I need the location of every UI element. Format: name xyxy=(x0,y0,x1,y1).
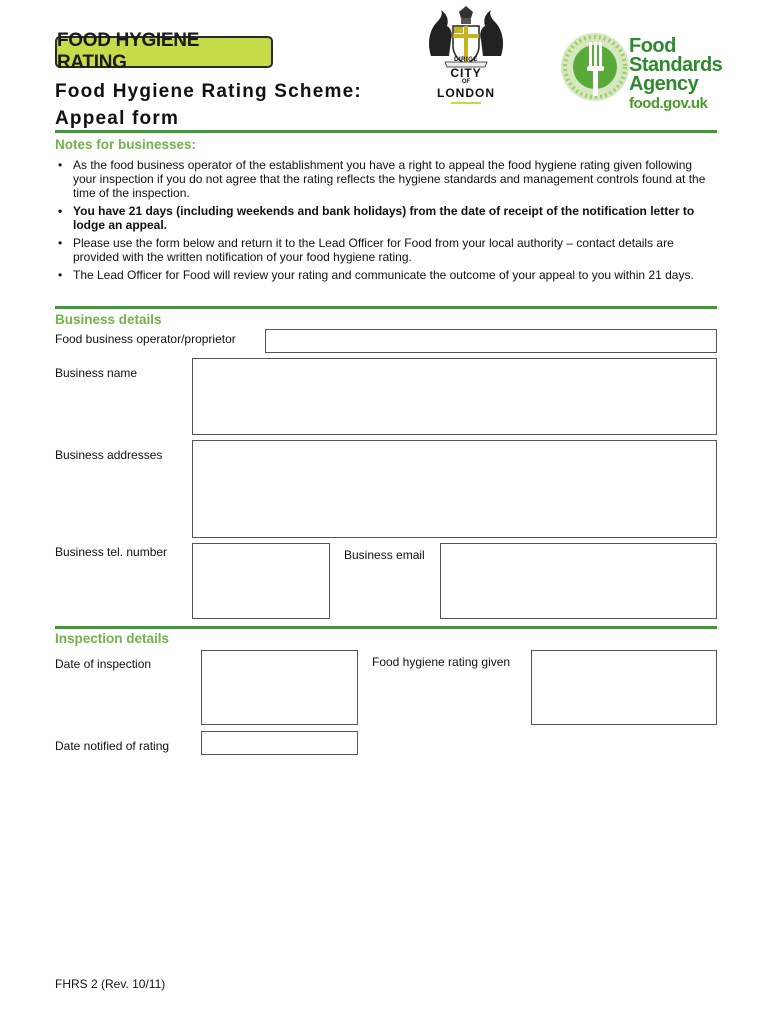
business-tel-label: Business tel. number xyxy=(55,545,168,559)
rating-given-field[interactable] xyxy=(531,650,717,725)
date-notified-label: Date notified of rating xyxy=(55,739,170,753)
rating-given-label: Food hygiene rating given xyxy=(372,655,511,669)
city-logo-line-3: LONDON xyxy=(437,86,495,100)
notes-list xyxy=(55,158,717,286)
food-hygiene-rating-logo xyxy=(55,30,273,73)
business-divider xyxy=(55,626,717,629)
bullet-icon: • xyxy=(58,236,63,250)
business-addresses-field[interactable] xyxy=(192,440,717,538)
notes-item xyxy=(55,204,717,232)
notes-item-text: As the food business operator of the establishment you have a right to appeal the food hygiene rating given following your inspection if you do not agree that the rating reflects the hygiene standards and management controls found at the time of the inspection. xyxy=(73,158,706,200)
inspection-date-label: Date of inspection xyxy=(55,657,152,671)
notes-divider xyxy=(55,306,717,309)
page-title xyxy=(55,78,362,132)
notes-item-text: Please use the form below and return it to the Lead Officer for Food from your local authority – contact details are provided with the written notification of your food hygiene rating. xyxy=(73,236,674,264)
rating-badge-text: FOOD HYGIENE RATING xyxy=(57,30,200,73)
notes-item-text: The Lead Officer for Food will review your rating and communicate the outcome of your appeal to you within 21 days. xyxy=(73,268,694,282)
fsa-logo-text xyxy=(629,37,722,113)
bullet-icon: • xyxy=(58,158,63,172)
business-email-label: Business email xyxy=(344,548,425,562)
form-reference: FHRS 2 (Rev. 10/11) xyxy=(55,977,166,991)
city-logo-line-1: CITY xyxy=(450,66,482,80)
notes-item-text: You have 21 days (including weekends and bank holidays) from the date of receipt of the notification letter to lodge an appeal. xyxy=(73,204,695,232)
bullet-icon: • xyxy=(58,204,63,218)
fsa-fork-circle-icon xyxy=(560,32,630,102)
inspection-details-heading: Inspection details xyxy=(55,631,170,646)
business-name-label: Business name xyxy=(55,366,138,380)
notes-heading: Notes for businesses: xyxy=(55,137,197,152)
business-tel-field[interactable] xyxy=(192,543,330,619)
bullet-icon: • xyxy=(58,268,63,282)
notes-item xyxy=(55,268,717,282)
notes-item xyxy=(55,236,717,264)
title-line-2: Appeal form xyxy=(55,108,180,129)
city-logo-line-2: OF xyxy=(461,79,471,85)
business-details-heading: Business details xyxy=(55,312,162,327)
fsa-line-1: Food xyxy=(629,35,676,57)
operator-label: Food business operator/proprietor xyxy=(55,332,236,346)
date-notified-field[interactable] xyxy=(201,731,358,755)
city-motto: DIRIGE xyxy=(454,57,478,63)
title-line-1: Food Hygiene Rating Scheme: xyxy=(55,81,362,102)
business-addresses-label: Business addresses xyxy=(55,448,163,462)
business-email-field[interactable] xyxy=(440,543,717,619)
notes-item xyxy=(55,158,717,200)
operator-field[interactable] xyxy=(265,329,717,353)
title-divider xyxy=(55,130,717,133)
fsa-line-3: Agency xyxy=(629,73,699,95)
inspection-date-field[interactable] xyxy=(201,650,358,725)
city-logo-underline xyxy=(451,102,481,104)
fsa-line-2: Standards xyxy=(629,54,723,76)
fsa-line-4: food.gov.uk xyxy=(629,95,708,112)
business-name-field[interactable] xyxy=(192,358,717,435)
